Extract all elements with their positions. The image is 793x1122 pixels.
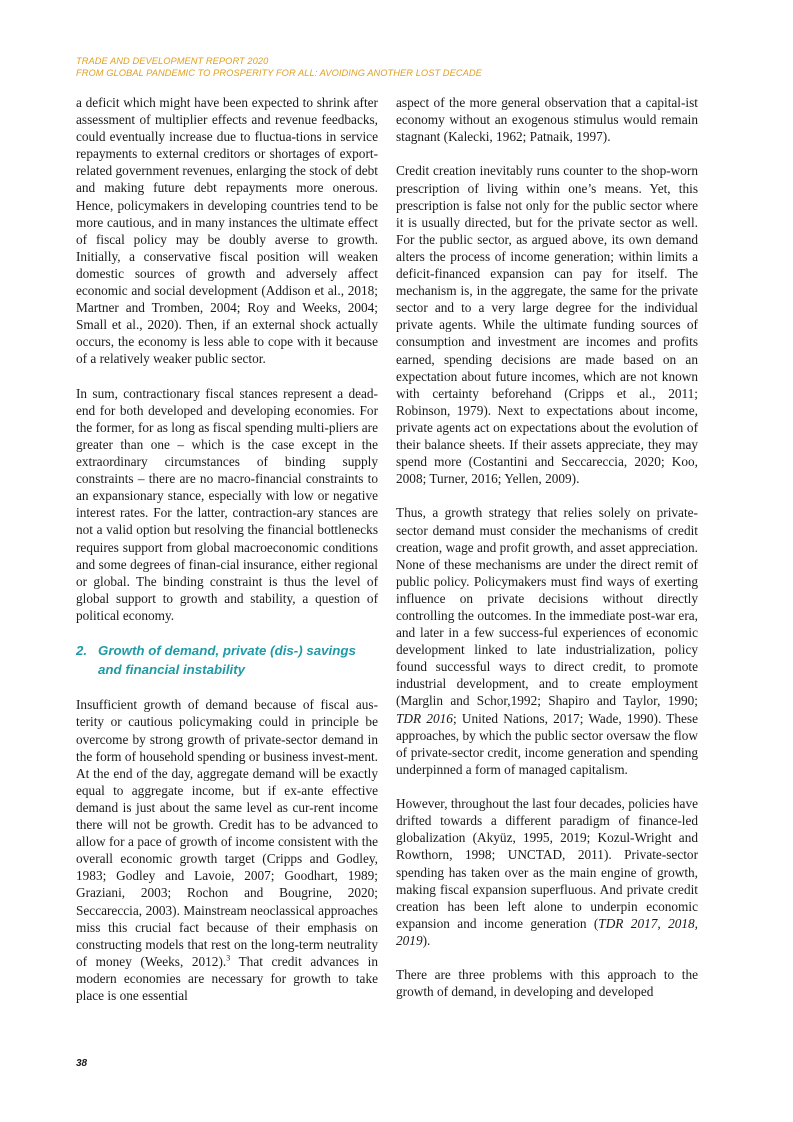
report-subtitle: FROM GLOBAL PANDEMIC TO PROSPERITY FOR ALL: AVOIDING ANOTHER LOST DECADE xyxy=(76,68,482,78)
paragraph: aspect of the more general observation that a capital-ist economy without an exogenous stimulus would remain stagnant (Kalecki, 1962; Patnaik, 1997). xyxy=(396,95,698,145)
paragraph-text: ; United Nations, 2017; Wade, 1990). These approaches, by which the public sector oversaw the flow of private-sector credit, income generation and spending underpinned a form of managed capitalism. xyxy=(396,710,698,777)
tdr-citation: TDR 2017, 2018, 2019 xyxy=(396,915,699,948)
report-title: TRADE AND DEVELOPMENT REPORT 2020 xyxy=(76,56,269,66)
paragraph-text: However, throughout the last four decades, policies have drifted towards a different paradigm of finance-led globalization (Akyüz, 1995, 2019; Kozul-Wright and Rowthorn, 1998; UNCTAD, 2011). Private-sector spending has taken over as the main engine of growth, making fiscal expansion superfluous. And private credit creation has been left alone to underpin economic expansion and income generation ( xyxy=(396,796,698,931)
page-number: 38 xyxy=(76,1058,88,1069)
tdr-citation: TDR 2016 xyxy=(396,710,453,726)
paragraph: a deficit which might have been expected to shrink after assessment of multiplier effects and revenue feedbacks, could eventually increase due to fluctua-tions in service repayments to external creditors or shortages of export-related government revenues, enlarging the stock of debt and making future debt repayments more onerous. Hence, policymakers in developing countries tend to be more cautious, and in many instances the ultimate effect of fiscal policy may be doubly averse to growth. Initially, a conservative fiscal position will weaken domestic sources of growth and adversely affect economic and social development (Addison et al., 2018; Martner and Tromben, 2004; Roy and Weeks, 2004; Small et al., 2020). Then, if an external shock actually occurs, the economy is less able to cope with it because of a relatively weaker public sector. xyxy=(76,95,378,367)
footnote-marker[interactable]: 3 xyxy=(226,953,231,963)
section-title: Growth of demand, private (dis-) savings and financial instability xyxy=(98,643,356,678)
paragraph: In sum, contractionary fiscal stances represent a dead-end for both developed and developing economies. For the former, for as long as fiscal spending multi-pliers are greater than one – which is the case except in the extraordinary circumstances of binding supply constraints – there are no macro-financial constraints to an expansionary stance, especially with low or negative interest rates. For the latter, contraction-ary stances are not a valid option but resolving the financial bottlenecks requires support from global macroeconomic conditions and some degrees of finan-cial insurance, either regional or global. The binding constraint is thus the level of global support to growth and stability, a question of political economy. xyxy=(76,385,378,623)
running-header xyxy=(76,55,716,79)
paragraph: Credit creation inevitably runs counter to the shop-worn prescription of living within one’s means. Yet, this prescription is false not only for the public sector where it is usually directed, but for the private sector as well. For the public sector, as argued above, its own demand alters the process of income generation; within limits a deficit-financed expansion can pay for itself. The mechanism is, in the aggregate, the same for the private sector and to a very large degree for the individual private agents. While the ultimate funding sources of consumption and investment are incomes and profits earned, spending decisions are made based on an expectation about future incomes, which are not known with certainty beforehand (Cripps et al., 2011; Robinson, 1979). Next to expectations about income, private agents act on expectations about the evolution of their balance sheets. If their assets appreciate, they may spend more (Costantini and Seccareccia, 2020; Koo, 2008; Turner, 2016; Yellen, 2009). xyxy=(396,163,698,487)
paragraph-text: Insufficient growth of demand because of fiscal aus-terity or cautious policymaking could in principle be overcome by strong growth of private-sector demand in the form of household spending or business invest-ment. At the end of the day, aggregate demand will be exactly equal to aggregate income, but if ex-ante effective demand is just about the same level as cur-rent income there will not be growth. Credit has to be advanced to allow for a pace of growth of income consistent with the overall economic growth target (Cripps and Godley, 1983; Godley and Lavoie, 2007; Goodhart, 1989; Graziani, 2003; Rochon and Bougrine, 2020; Seccareccia, 2003). Mainstream neoclassical approaches miss this crucial fact because of their emphasis on constructing models that rest on the long-term neutrality of money (Weeks, 2012). xyxy=(76,697,378,969)
paragraph-text: Thus, a growth strategy that relies solely on private-sector demand must consider the mechanisms of credit creation, wage and profit growth, and asset appreciation. None of these mechanisms are under the direct remit of public policy. Policymakers must find ways of exerting influence on private decisions without directly controlling the outcomes. In the immediate post-war era, and later in a few success-ful experiences of economic development linked to late industrialization, policy found successful ways to direct credit, to promote industrial development, and to create employment (Marglin and Schor,1992; Shapiro and Taylor, 1990; xyxy=(396,505,698,709)
paragraph xyxy=(396,504,698,778)
right-column xyxy=(396,94,698,1000)
left-column xyxy=(76,94,378,1004)
section-heading xyxy=(76,641,378,679)
section-number: 2. xyxy=(76,643,88,659)
paragraph-text: That credit advances in modern economies are necessary for growth to take place is one essential xyxy=(76,953,378,1003)
paragraph xyxy=(396,795,698,949)
paragraph xyxy=(76,696,378,1004)
paragraph: There are three problems with this approach to the growth of demand, in developing and developed xyxy=(396,967,698,1000)
paragraph-text: ). xyxy=(422,932,431,948)
